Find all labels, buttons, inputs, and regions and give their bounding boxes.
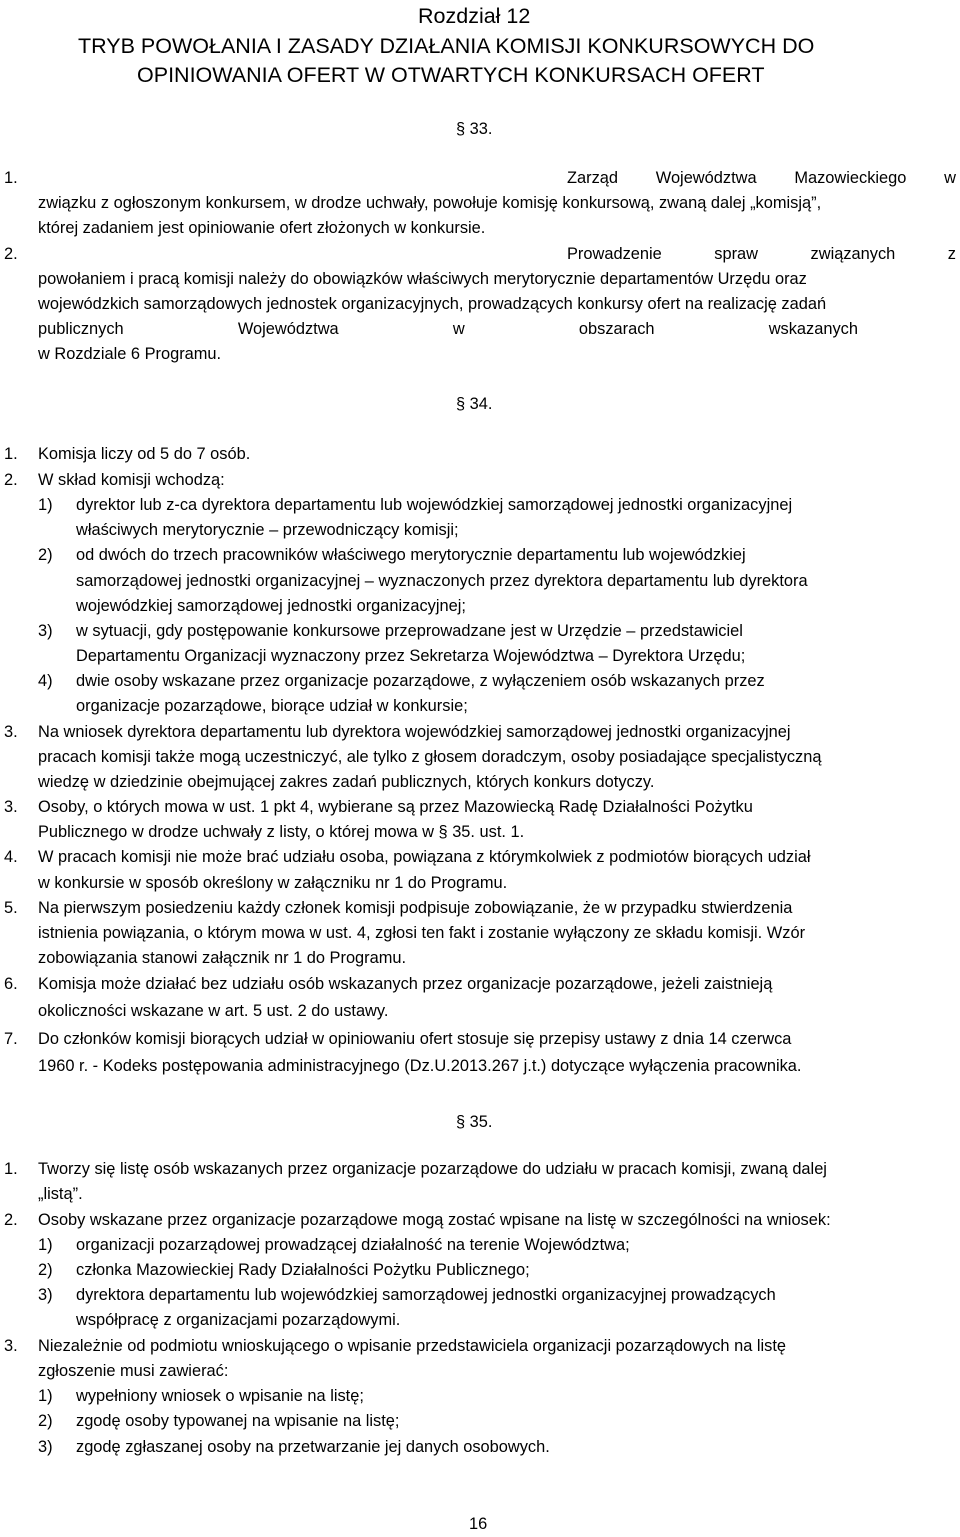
sublist-line: od dwóch do trzech pracowników właściwego merytorycznie departamentu lub wojewódzkiej (76, 546, 746, 564)
sublist-line: zgodę osoby typowanej na wpisanie na listę; (76, 1412, 400, 1430)
sublist-number: 4) (38, 672, 53, 690)
list-line: Do członków komisji biorących udział w opiniowaniu ofert stosuje się przepisy ustawy z dnia 14 czerwca (38, 1030, 792, 1048)
sublist-line: Departamentu Organizacji wyznaczony przez Sekretarza Województwa – Dyrektora Urzędu; (76, 647, 746, 665)
sublist-number: 2) (38, 1261, 53, 1279)
paragraph-line: związku z ogłoszonym konkursem, w drodze uchwały, powołuje komisję konkursową, zwaną dalej „komisją”, (38, 194, 822, 212)
sublist-line: organizacje pozarządowe, biorące udział w konkursie; (76, 697, 468, 715)
list-line: w konkursie w sposób określony w załączniku nr 1 do Programu. (38, 874, 508, 892)
sublist-line: w sytuacji, gdy postępowanie konkursowe przeprowadzane jest w Urzędzie – przedstawiciel (76, 622, 743, 640)
section-heading-35: § 35. (456, 1113, 493, 1131)
sublist-number: 3) (38, 1286, 53, 1304)
list-line: Publicznego w drodze uchwały z listy, o której mowa w § 35. ust. 1. (38, 823, 525, 841)
sublist-line: członka Mazowieckiej Rady Działalności Pożytku Publicznego; (76, 1261, 530, 1279)
list-item: Osoby wskazane przez organizacje pozarządowe mogą zostać wpisane na listę w szczególności na wniosek: (38, 1211, 831, 1229)
list-number: 6. (4, 975, 18, 993)
list-number: 1. (4, 1160, 18, 1178)
list-line: Tworzy się listę osób wskazanych przez organizacje pozarządowe do udziału w pracach komisji, zwaną dalej (38, 1160, 827, 1178)
list-line: wiedzę w dziedzinie obejmującej zakres zadań publicznych, których konkurs dotyczy. (38, 773, 655, 791)
list-line: Komisja może działać bez udziału osób wskazanych przez organizacje pozarządowe, jeżeli zaistnieją (38, 975, 773, 993)
paragraph-number: 2. (4, 245, 18, 263)
sublist-line: samorządowej jednostki organizacyjnej – wyznaczonych przez dyrektora departamentu lub dyrektora (76, 572, 808, 590)
sublist-line: wojewódzkiej samorządowej jednostki organizacyjnej; (76, 597, 466, 615)
paragraph-line: wojewódzkich samorządowych jednostek organizacyjnych, prowadzących konkursy ofert na realizację zadań (38, 295, 827, 313)
list-number: 4. (4, 848, 18, 866)
sublist-line: dwie osoby wskazane przez organizacje pozarządowe, z wyłączeniem osób wskazanych przez (76, 672, 765, 690)
list-line: Osoby, o których mowa w ust. 1 pkt 4, wybierane są przez Mazowiecką Radę Działalności Pożytku (38, 798, 753, 816)
list-line: Niezależnie od podmiotu wnioskującego o wpisanie przedstawiciela organizacji pozarządowych na listę (38, 1337, 787, 1355)
page-number: 16 (469, 1515, 488, 1533)
paragraph-line: w Rozdziale 6 Programu. (38, 345, 222, 363)
list-item: W skład komisji wchodzą: (38, 471, 225, 489)
sublist-line: dyrektor lub z-ca dyrektora departamentu lub wojewódzkiej samorządowej jednostki organizacyjnej (76, 496, 793, 514)
chapter-subtitle-line2: OPINIOWANIA OFERT W OTWARTYCH KONKURSACH OFERT (137, 63, 765, 87)
sublist-line: współpracę z organizacjami pozarządowymi. (76, 1311, 401, 1329)
sublist-number: 3) (38, 1438, 53, 1456)
list-number: 7. (4, 1030, 18, 1048)
paragraph-number: 1. (4, 169, 18, 187)
sublist-line: zgodę zgłaszanej osoby na przetwarzanie jej danych osobowych. (76, 1438, 550, 1456)
sublist-line: organizacji pozarządowej prowadzącej działalność na terenie Województwa; (76, 1236, 630, 1254)
list-line: okoliczności wskazane w art. 5 ust. 2 do ustawy. (38, 1002, 389, 1020)
sublist-number: 1) (38, 1236, 53, 1254)
sublist-line: właściwych merytorycznie – przewodniczący komisji; (76, 521, 459, 539)
chapter-title: Rozdział 12 (418, 4, 531, 28)
list-number: 2. (4, 471, 18, 489)
list-line: zgłoszenie musi zawierać: (38, 1362, 229, 1380)
list-number: 3. (4, 1337, 18, 1355)
sublist-number: 2) (38, 546, 53, 564)
sublist-number: 1) (38, 496, 53, 514)
list-line: pracach komisji także mogą uczestniczyć, ale tylko z głosem doradczym, osoby posiadające specjalistyczną (38, 748, 822, 766)
list-line: W pracach komisji nie może brać udziału osoba, powiązana z którymkolwiek z podmiotów biorących udział (38, 848, 811, 866)
list-line: „listą”. (38, 1185, 83, 1203)
list-number: 3. (4, 723, 18, 741)
paragraph-line: której zadaniem jest opiniowanie ofert złożonych w konkursie. (38, 219, 486, 237)
chapter-subtitle-line1: TRYB POWOŁANIA I ZASADY DZIAŁANIA KOMISJI KONKURSOWYCH DO (78, 34, 815, 58)
list-number: 5. (4, 899, 18, 917)
list-item: Komisja liczy od 5 do 7 osób. (38, 445, 251, 463)
sublist-line: wypełniony wniosek o wpisanie na listę; (76, 1387, 364, 1405)
sublist-number: 3) (38, 622, 53, 640)
list-line: Na pierwszym posiedzeniu każdy członek komisji podpisuje zobowiązanie, że w przypadku stwierdzenia (38, 899, 793, 917)
paragraph-line: publicznych Województwa w obszarach wskazanych (38, 320, 858, 338)
list-number: 3. (4, 798, 18, 816)
sublist-line: dyrektora departamentu lub wojewódzkiej samorządowej jednostki organizacyjnej prowadzących (76, 1286, 776, 1304)
list-line: zobowiązania stanowi załącznik nr 1 do Programu. (38, 949, 407, 967)
paragraph-line: Zarząd Województwa Mazowieckiego w (567, 169, 956, 187)
list-line: 1960 r. - Kodeks postępowania administracyjnego (Dz.U.2013.267 j.t.) dotyczące wyłączenia pracownika. (38, 1057, 802, 1075)
list-line: Na wniosek dyrektora departamentu lub dyrektora wojewódzkiej samorządowej jednostki organizacyjnej (38, 723, 791, 741)
sublist-number: 1) (38, 1387, 53, 1405)
list-line: istnienia powiązania, o którym mowa w ust. 4, zgłosi ten fakt i zostanie wyłączony ze składu komisji. Wzór (38, 924, 806, 942)
sublist-number: 2) (38, 1412, 53, 1430)
paragraph-line: powołaniem i pracą komisji należy do obowiązków właściwych merytorycznie departamentów Urzędu oraz (38, 270, 807, 288)
list-number: 1. (4, 445, 18, 463)
section-heading-33: § 33. (456, 120, 493, 138)
paragraph-line: Prowadzenie spraw związanych z (567, 245, 956, 263)
section-heading-34: § 34. (456, 395, 493, 413)
list-number: 2. (4, 1211, 18, 1229)
